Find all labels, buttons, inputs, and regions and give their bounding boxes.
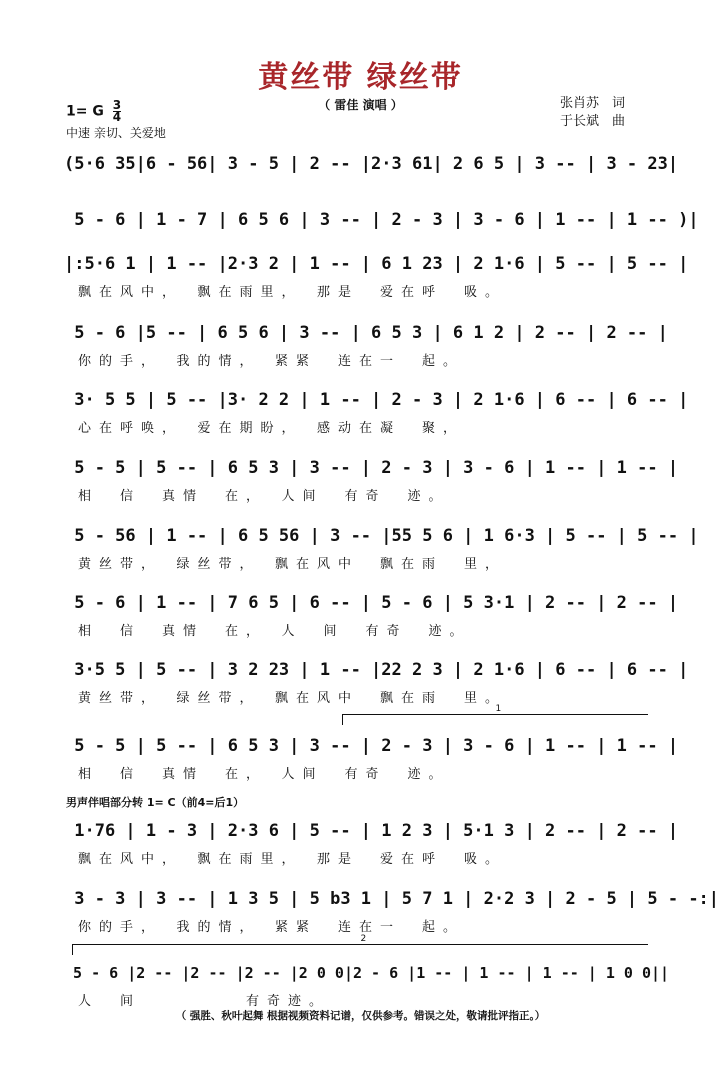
- key-signature: [66, 100, 121, 123]
- lyrics-line: 黄丝带， 绿丝带， 飘在风中 飘在雨 里。: [78, 691, 507, 706]
- staff-row: [64, 145, 679, 203]
- key-label: 1= G: [66, 103, 104, 120]
- lyricist-credit: 张肖苏 词: [560, 96, 626, 111]
- notation-line: 5 - 6 | 1 - 7 | 6 5 6 | 3 -- | 2 - 3 | 3 - 6 | 1 -- | 1 -- )|: [64, 210, 699, 230]
- notation-line: 1·76 | 1 - 3 | 2·3 6 | 5 -- | 1 2 3 | 5·1 3 | 2 -- | 2 -- |: [64, 821, 679, 841]
- staff-row: [64, 517, 699, 575]
- tempo-marking: 中速 亲切、关爱地: [66, 126, 166, 140]
- section-note: 男声伴唱部分转 1= C（前4=后1）: [66, 796, 245, 809]
- notation-line: |:5·6 1 | 1 -- |2·3 2 | 1 -- | 6 1 23 | 2 1·6 | 5 -- | 5 -- |: [64, 254, 689, 274]
- volta-label: 2: [360, 934, 367, 944]
- notation-line: 5 - 6 |5 -- | 6 5 6 | 3 -- | 6 5 3 | 6 1 2 | 2 -- | 2 -- |: [64, 323, 668, 343]
- staff-row: [64, 584, 679, 642]
- volta-label: 1: [495, 704, 502, 714]
- notation-line: 5 - 5 | 5 -- | 6 5 3 | 3 -- | 2 - 3 | 3 - 6 | 1 -- | 1 -- |: [64, 736, 679, 756]
- lyrics-line: 相 信 真情 在， 人间 有奇 迹。: [78, 489, 450, 504]
- staff-row: [64, 651, 689, 709]
- notation-line: (5·6 35|6 - 56| 3 - 5 | 2 -- |2·3 61| 2 6 5 | 3 -- | 3 - 23|: [64, 154, 679, 174]
- lyrics-line: 人 间 有奇迹。: [78, 994, 331, 1009]
- lyrics-line: 你的手， 我的情， 紧紧 连在一 起。: [78, 920, 465, 935]
- notation-line: 3·5 5 | 5 -- | 3 2 23 | 1 -- |22 2 3 | 2 1·6 | 6 -- | 6 -- |: [64, 660, 689, 680]
- performer-credit: （ 雷佳 演唱 ）: [318, 98, 403, 112]
- lyrics-line: 心在呼唤， 爱在期盼， 感动在凝 聚，: [78, 421, 465, 436]
- lyrics-line: 飘在风中， 飘在雨里， 那是 爱在呼 吸。: [78, 852, 507, 867]
- staff-row: [64, 880, 720, 938]
- staff-row: [64, 381, 689, 439]
- staff-row: [64, 727, 679, 785]
- notation-line: 3· 5 5 | 5 -- |3· 2 2 | 1 -- | 2 - 3 | 2 1·6 | 6 -- | 6 -- |: [64, 390, 689, 410]
- lyrics-line: 相 信 真情 在， 人 间 有奇 迹。: [78, 624, 471, 639]
- notation-line: 5 - 6 |2 -- |2 -- |2 -- |2 0 0|2 - 6 |1 -- | 1 -- | 1 -- | 1 0 0||: [64, 964, 670, 982]
- staff-row: [64, 812, 679, 870]
- transcription-note: （ 强胜、秋叶起舞 根据视频资料记谱，仅供参考。错误之处，敬请批评指正。）: [175, 1010, 546, 1022]
- notation-line: 5 - 6 | 1 -- | 7 6 5 | 6 -- | 5 - 6 | 5 3·1 | 2 -- | 2 -- |: [64, 593, 679, 613]
- lyrics-line: 黄丝带， 绿丝带， 飘在风中 飘在雨 里，: [78, 557, 507, 572]
- notation-line: 3 - 3 | 3 -- | 1 3 5 | 5 b3 1 | 5 7 1 | 2·2 3 | 2 - 5 | 5 - -:|: [64, 889, 720, 909]
- lyrics-line: 飘在风中， 飘在雨里， 那是 爱在呼 吸。: [78, 285, 507, 300]
- lyrics-line: 你的手， 我的情， 紧紧 连在一 起。: [78, 354, 465, 369]
- lyrics-line: 相 信 真情 在， 人间 有奇 迹。: [78, 767, 450, 782]
- notation-line: 5 - 56 | 1 -- | 6 5 56 | 3 -- |55 5 6 | 1 6·3 | 5 -- | 5 -- |: [64, 526, 699, 546]
- staff-row: [64, 449, 679, 507]
- time-signature-bottom: 4: [112, 110, 122, 124]
- staff-row: [64, 245, 689, 303]
- time-signature-top: 3: [112, 98, 122, 112]
- song-title: 黄丝带 绿丝带: [258, 60, 463, 95]
- staff-row: [64, 954, 670, 1012]
- time-signature: [113, 100, 121, 123]
- composer-credit: 于长斌 曲: [560, 114, 626, 129]
- notation-line: 5 - 5 | 5 -- | 6 5 3 | 3 -- | 2 - 3 | 3 - 6 | 1 -- | 1 -- |: [64, 458, 679, 478]
- first-ending-bracket: [342, 704, 648, 725]
- staff-row: [64, 314, 668, 372]
